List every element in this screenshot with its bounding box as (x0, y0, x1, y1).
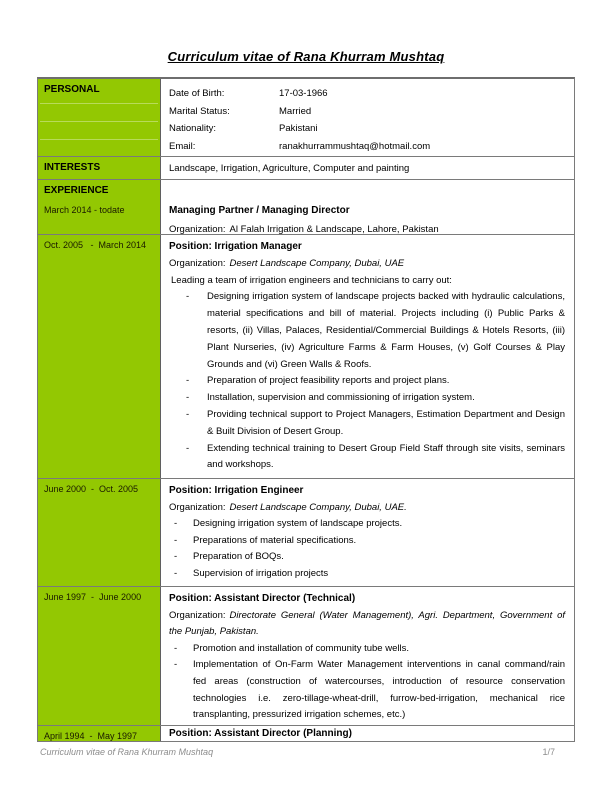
bullet-dash: - (186, 408, 190, 420)
marital-label: Marital Status: (169, 105, 230, 117)
bullet-item (169, 390, 565, 407)
position-title: Position: Irrigation Engineer (169, 485, 304, 496)
organization-line (169, 500, 565, 517)
email-label: Email: (169, 140, 196, 152)
page-footer (40, 747, 555, 757)
entry-intro: Leading a team of irrigation engineers and technicians to carry out: (171, 274, 452, 286)
organization-line (169, 256, 565, 273)
experience-content-2 (161, 235, 574, 478)
divider (40, 103, 158, 104)
organization-line (169, 608, 565, 641)
position-title: Managing Partner / Managing Director (169, 205, 350, 216)
bullet-item (169, 549, 565, 566)
experience-heading: EXPERIENCE (44, 185, 109, 196)
organization-name: Directorate General (Water Management), Agri. Department, Government of the Punjab, Pakistan. (169, 609, 565, 638)
experience-content-4 (161, 587, 574, 725)
personal-field-dob (169, 85, 565, 103)
organization-label: Organization: (169, 609, 226, 621)
bullet-dash: - (174, 659, 178, 671)
bullet-dash: - (186, 291, 190, 303)
experience-row-4 (38, 587, 574, 726)
bullet-text: Preparation of BOQs. (193, 551, 284, 562)
bullet-text: Extending technical training to Desert Group Field Staff through site visits, seminars and workshops. (207, 442, 565, 471)
experience-row-2 (38, 235, 574, 479)
personal-field-email (169, 138, 565, 156)
bullet-item (169, 516, 565, 533)
interests-heading: INTERESTS (44, 162, 101, 173)
organization-label: Organization: (169, 224, 226, 234)
bullet-dash: - (186, 392, 190, 404)
experience-period-3: June 2000 - Oct. 2005 (44, 484, 139, 494)
personal-heading-cell (38, 79, 161, 156)
organization-line (169, 220, 565, 234)
experience-content-1 (161, 180, 574, 234)
bullet-item (169, 657, 565, 723)
position-title: Position: Assistant Director (Planning) (169, 728, 352, 739)
organization-name: Al Falah Irrigation & Landscape, Lahore, Pakistan (229, 224, 439, 234)
marital-value: Married (279, 105, 312, 117)
bullet-item (169, 373, 565, 390)
personal-row (38, 79, 574, 157)
bullet-text: Designing irrigation system of landscape projects backed with hydraulic calculations, material specifications and bill of material. Projects including (i) Public Parks & resorts, (ii) Villas, Palaces, Residential/Commercial Buildings & Hotels Resorts, (iii) Plant Nurseries, (iv) Agriculture Farms & Farm Houses, (v) Golf Courses & Play Grounds and (vi) Green Walls & Roofs. (207, 291, 565, 370)
nationality-value: Pakistani (279, 123, 318, 134)
bullet-text: Designing irrigation system of landscape projects. (193, 518, 403, 529)
bullet-item (169, 566, 565, 583)
organization-name: Desert Landscape Company, Dubai, UAE. (229, 501, 407, 513)
bullet-text: Providing technical support to Project Managers, Estimation Department and Design & Built Division of Desert Group. (207, 408, 565, 437)
experience-row-1 (38, 180, 574, 235)
experience-heading-cell (38, 180, 161, 234)
position-title: Position: Assistant Director (Technical) (169, 593, 356, 604)
experience-period-cell-4 (38, 587, 161, 725)
cv-table (37, 77, 575, 742)
page-title: Curriculum vitae of Rana Khurram Mushtaq (167, 49, 445, 64)
bullet-text: Promotion and installation of community tube wells. (193, 642, 409, 654)
personal-heading: PERSONAL (44, 84, 100, 95)
organization-name: Desert Landscape Company, Dubai, UAE (229, 257, 405, 269)
bullet-text: Preparations of material specifications. (193, 534, 357, 546)
bullet-item (169, 441, 565, 475)
interests-row (38, 157, 574, 180)
bullet-dash: - (186, 375, 190, 387)
personal-field-nationality (169, 120, 565, 138)
bullet-item (169, 289, 565, 373)
bullet-item (169, 407, 565, 441)
organization-label: Organization: (169, 501, 226, 513)
experience-period-2: Oct. 2005 - March 2014 (44, 240, 147, 250)
footer-page-number: 1/7 (542, 747, 555, 757)
bullet-text: Implementation of On-Farm Water Management interventions in canal command/rain fed areas (construction of watercourses, introduction of resource conservation technologies i.e. zero-tillage-wheat-drill, furrow-bed-irrigation, mechanical rice transplanting, pressurized irrigation schemes, etc.) (193, 659, 565, 721)
bullet-item (169, 533, 565, 550)
experience-row-5 (38, 726, 574, 742)
experience-period-4: June 1997 - June 2000 (44, 592, 142, 602)
bullet-item (169, 641, 565, 658)
personal-field-marital (169, 103, 565, 121)
bullet-dash: - (174, 567, 178, 579)
organization-label: Organization: (169, 257, 226, 269)
position-title: Position: Irrigation Manager (169, 241, 302, 252)
experience-period-1: March 2014 - todate (44, 205, 125, 215)
divider (40, 121, 158, 122)
interests-heading-cell (38, 157, 161, 179)
experience-period-cell-2 (38, 235, 161, 478)
divider (40, 139, 158, 140)
dob-value: 17-03-1966 (279, 88, 328, 99)
experience-content-3 (161, 479, 574, 586)
bullet-text: Installation, supervision and commissioning of irrigation system. (207, 392, 475, 404)
experience-period-cell-3 (38, 479, 161, 586)
bullet-dash: - (174, 534, 178, 546)
email-value: ranakhurrammushtaq@hotmail.com (279, 140, 431, 152)
bullet-dash: - (174, 551, 178, 562)
experience-period-cell-5 (38, 726, 161, 741)
bullet-dash: - (174, 642, 178, 654)
experience-row-3 (38, 479, 574, 587)
personal-details (161, 79, 574, 156)
interests-value: Landscape, Irrigation, Agriculture, Computer and painting (169, 163, 410, 174)
bullet-dash: - (174, 518, 178, 529)
dob-label: Date of Birth: (169, 88, 225, 99)
footer-title: Curriculum vitae of Rana Khurram Mushtaq (40, 747, 214, 757)
bullet-text: Preparation of project feasibility reports and project plans. (207, 375, 450, 387)
bullet-text: Supervision of irrigation projects (193, 567, 329, 579)
bullet-dash: - (186, 442, 190, 454)
nationality-label: Nationality: (169, 123, 216, 134)
experience-period-5: April 1994 - May 1997 (44, 731, 138, 741)
experience-content-5 (161, 726, 574, 741)
